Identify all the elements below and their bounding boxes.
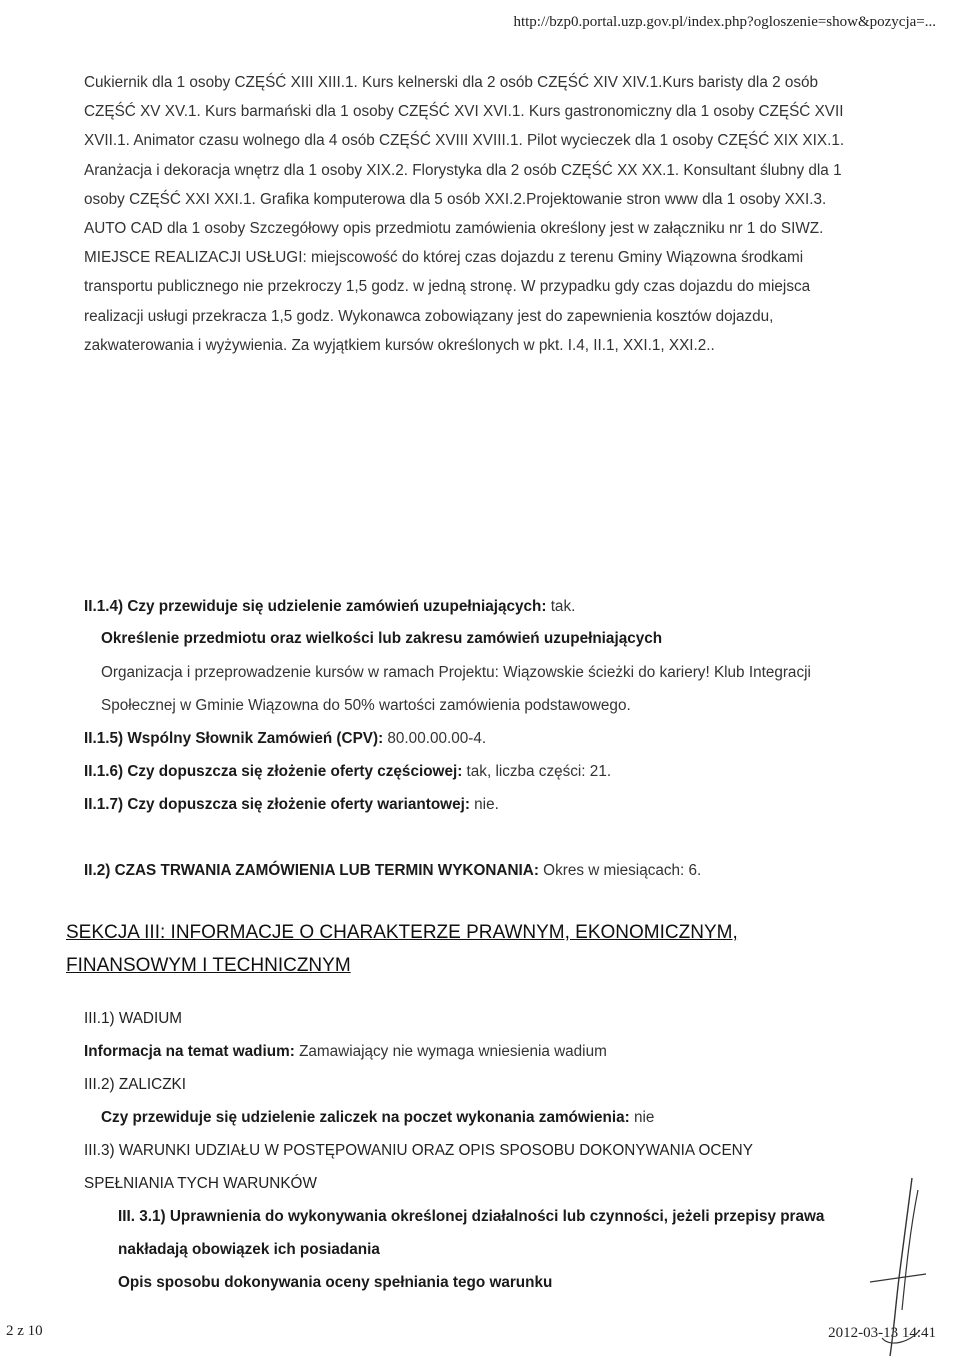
- section-3-2-label: Czy przewiduje się udzielenie zaliczek na poczet wykonania zamówienia:: [101, 1109, 630, 1126]
- section-3-heading-line-2: FINANSOWYM I TECHNICZNYM: [66, 955, 351, 976]
- page-number: 2 z 10: [6, 1323, 43, 1339]
- section-3-3-1-title-line-1: III. 3.1) Uprawnienia do wykonywania określonej działalności lub czynności, jeżeli przepisy prawa: [118, 1208, 825, 1225]
- supplementary-orders-text-2: Społecznej w Gminie Wiązowna do 50% wartości zamówienia podstawowego.: [101, 697, 631, 714]
- section-2-1-6: [84, 763, 611, 781]
- section-3-1-title: III.1) WADIUM: [84, 1010, 183, 1027]
- section-3-1-value: Zamawiający nie wymaga wniesienia wadium: [299, 1043, 607, 1060]
- section-2-1-7-label: II.1.7) Czy dopuszcza się złożenie oferty wariantowej:: [84, 796, 470, 813]
- section-2-1-5-value: 80.00.00.00-4.: [387, 730, 487, 747]
- section-3-3-title-line-2: SPEŁNIANIA TYCH WARUNKÓW: [84, 1175, 317, 1192]
- section-3-3-1-opis: Opis sposobu dokonywania oceny spełniania tego warunku: [118, 1274, 553, 1291]
- intro-paragraph: Cukiernik dla 1 osoby CZĘŚĆ XIII XIII.1. Kurs kelnerski dla 2 osób CZĘŚĆ XIV XIV.1.Kurs baristy dla 2 osób CZĘŚĆ XV XV.1. Kurs barmański dla 1 osoby CZĘŚĆ XVI XVI.1. Kurs gastronomiczny dla 1 osoby CZĘŚĆ XVII XVII.1. Animator czasu wolnego dla 4 osób CZĘŚĆ XVIII XVIII.1. Pilot wycieczek dla 1 osoby CZĘŚĆ XIX XIX.1. Aranżacja i dekoracja wnętrz dla 1 osoby XIX.2. Florystyka dla 2 osób CZĘŚĆ XX XX.1. Konsultant ślubny dla 1 osoby CZĘŚĆ XXI XXI.1. Grafika komputerowa dla 5 osób XXI.2.Projektowanie stron www dla 1 osoby XXI.3. AUTO CAD dla 1 osoby Szczegółowy opis przedmiotu zamówienia określony jest w załączniku nr 1 do SIWZ. MIEJSCE REALIZACJI USŁUGI: miejscowość do której czas dojazdu z terenu Gminy Wiązowna środkami transportu publicznego nie przekroczy 1,5 godz. w jedną stronę. W przypadku gdy czas dojazdu do miejsca realizacji usługi przekracza 1,5 godz. Wykonawca zobowiązany jest do zapewnienia kosztów dojazdu, zakwaterowania i wyżywienia. Za wyjątkiem kursów określonych w pkt. I.4, II.1, XXI.1, XXI.2..: [84, 74, 845, 354]
- section-3-3-title-line-1: III.3) WARUNKI UDZIAŁU W POSTĘPOWANIU ORAZ OPIS SPOSOBU DOKONYWANIA OCENY: [84, 1142, 753, 1159]
- section-2-1-4-value: tak.: [550, 598, 576, 615]
- section-2-1-6-label: II.1.6) Czy dopuszcza się złożenie oferty częściowej:: [84, 763, 463, 780]
- section-2-2-label: II.2) CZAS TRWANIA ZAMÓWIENIA LUB TERMIN WYKONANIA:: [84, 862, 539, 879]
- section-2-2: [84, 862, 701, 880]
- section-2-1-7-value: nie.: [474, 796, 499, 813]
- section-3-3-1-title-line-2: nakładają obowiązek ich posiadania: [118, 1241, 380, 1258]
- section-2-1-5-label: II.1.5) Wspólny Słownik Zamówień (CPV):: [84, 730, 384, 747]
- supplementary-orders-heading: Określenie przedmiotu oraz wielkości lub zakresu zamówień uzupełniających: [101, 630, 663, 647]
- section-3-1: [84, 1043, 607, 1061]
- page-url: http://bzp0.portal.uzp.gov.pl/index.php?ogloszenie=show&pozycja=...: [513, 14, 936, 30]
- handwritten-signature: [860, 1170, 930, 1360]
- section-3-2-value: nie: [634, 1109, 655, 1126]
- section-3-2-title: III.2) ZALICZKI: [84, 1076, 186, 1093]
- section-3-heading-line-1: SEKCJA III: INFORMACJE O CHARAKTERZE PRAWNYM, EKONOMICZNYM,: [66, 922, 738, 943]
- section-2-1-4-label: II.1.4) Czy przewiduje się udzielenie zamówień uzupełniających:: [84, 598, 547, 615]
- section-2-1-4: [84, 598, 575, 616]
- section-2-1-6-value: tak, liczba części: 21.: [466, 763, 612, 780]
- print-datetime: 2012-03-13 14:41: [828, 1325, 936, 1341]
- section-3-1-label: Informacja na temat wadium:: [84, 1043, 295, 1060]
- section-2-1-5: [84, 730, 486, 748]
- section-2-2-value: Okres w miesiącach: 6.: [543, 862, 702, 879]
- supplementary-orders-text-1: Organizacja i przeprowadzenie kursów w ramach Projektu: Wiązowskie ścieżki do kariery! Klub Integracji: [101, 664, 811, 681]
- section-3-2: [101, 1109, 654, 1127]
- section-2-1-7: [84, 796, 499, 814]
